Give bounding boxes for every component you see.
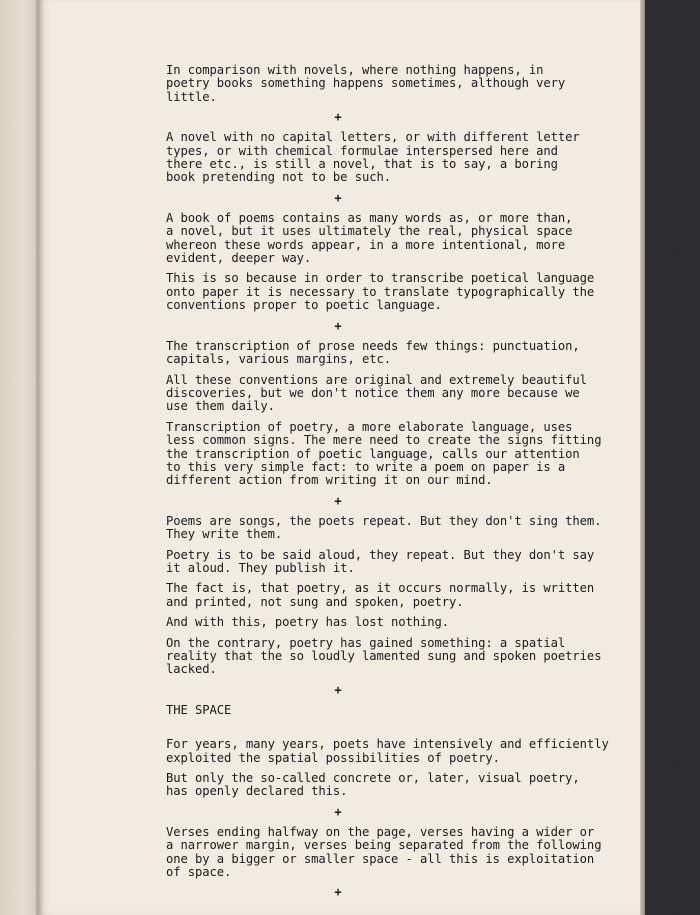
- text-line: discoveries, but we don't notice them any more because we: [166, 385, 580, 400]
- paragraph: [166, 635, 602, 677]
- text-line: capitals, various margins, etc.: [166, 352, 391, 367]
- text-line: a narrower margin, verses being separated from the following: [166, 838, 602, 853]
- text-line: conventions proper to poetic language.: [166, 298, 442, 313]
- text-line: For years, many years, poets have intensively and efficiently: [166, 737, 609, 752]
- text-line: one by a bigger or smaller space - all this is exploitation: [166, 851, 595, 866]
- text-line: it aloud. They publish it.: [166, 560, 355, 575]
- page-text-body: [166, 63, 609, 906]
- section-separator: +: [334, 804, 342, 819]
- paragraph: [166, 64, 566, 104]
- paragraph: [166, 737, 609, 765]
- text-line: a novel, but it uses ultimately the real, physical space: [166, 224, 573, 239]
- paragraph: [166, 513, 602, 542]
- text-line: exploited the spatial possibilities of poetry.: [166, 750, 500, 765]
- text-line: lacked.: [166, 662, 217, 677]
- paragraph: [166, 616, 566, 629]
- text-line: different action from writing it on our mind.: [166, 473, 493, 488]
- text-line: little.: [166, 89, 217, 104]
- section-separator: +: [334, 682, 342, 697]
- text-line: All these conventions are original and extremely beautiful: [166, 372, 587, 387]
- paragraph: [166, 271, 595, 313]
- section-heading: THE SPACE: [166, 702, 232, 717]
- text-line: The fact is, that poetry, as it occurs normally, is written: [166, 581, 595, 596]
- text-line: In comparison with novels, where nothing happens, in: [166, 63, 544, 77]
- text-line: Poems are songs, the poets repeat. But they don't sing them.: [166, 513, 602, 528]
- paragraph: [166, 338, 580, 367]
- text-line: book pretending not to be such.: [166, 170, 391, 185]
- text-line: to this very simple fact: to write a poem on paper is a: [166, 459, 566, 474]
- text-line: and printed, not sung and spoken, poetry.: [166, 594, 464, 609]
- paragraph: [166, 372, 587, 414]
- text-line: onto paper it is necessary to translate typographically the: [166, 284, 595, 299]
- page-edge: [640, 0, 645, 915]
- text-line: types, or with chemical formulae interspersed here and: [166, 143, 558, 158]
- text-line: the transcription of poetic language, calls our attention: [166, 446, 580, 461]
- text-line: This is so because in order to transcribe poetical language: [166, 271, 595, 286]
- section-separator: +: [334, 110, 342, 125]
- text-line: But only the so-called concrete or, later, visual poetry,: [166, 771, 580, 786]
- paragraph: [166, 130, 580, 185]
- text-line: Verses ending halfway on the page, verses having a wider or: [166, 824, 595, 839]
- section-separator: +: [334, 318, 342, 333]
- text-line: use them daily.: [166, 399, 275, 414]
- text-line: less common signs. The mere need to create the signs fitting: [166, 433, 602, 448]
- text-line: of space.: [166, 865, 232, 880]
- book-gutter: [36, 0, 44, 915]
- section-separator: +: [334, 493, 342, 508]
- text-line: reality that the so loudly lamented sung and spoken poetries: [166, 649, 602, 663]
- text-line: And with this, poetry has lost nothing.: [166, 615, 450, 630]
- text-line: The transcription of prose needs few things: punctuation,: [166, 338, 580, 353]
- paragraph: [166, 771, 580, 799]
- paragraph: [166, 419, 602, 488]
- paragraph: [166, 547, 595, 576]
- text-line: has openly declared this.: [166, 784, 348, 799]
- text-line: A book of poems contains as many words as, or more than,: [166, 210, 573, 225]
- text-line: poetry books something happens sometimes, although very: [166, 76, 566, 91]
- paragraph: [166, 581, 595, 609]
- text-line: A novel with no capital letters, or with different letter: [166, 130, 580, 145]
- text-line: whereon these words appear, in a more intentional, more: [166, 237, 566, 252]
- paragraph: [166, 210, 573, 266]
- text-line: Transcription of poetry, a more elaborate language, uses: [166, 419, 573, 434]
- text-line: Poetry is to be said aloud, they repeat. But they don't say: [166, 547, 595, 562]
- section-separator: +: [334, 885, 342, 900]
- text-line: there etc., is still a novel, that is to say, a boring: [166, 157, 558, 172]
- section-separator: +: [334, 190, 342, 205]
- text-line: evident, deeper way.: [166, 251, 312, 266]
- text-line: They write them.: [166, 527, 283, 542]
- paragraph: [166, 824, 602, 880]
- text-line: On the contrary, poetry has gained something: a spatial: [166, 635, 566, 650]
